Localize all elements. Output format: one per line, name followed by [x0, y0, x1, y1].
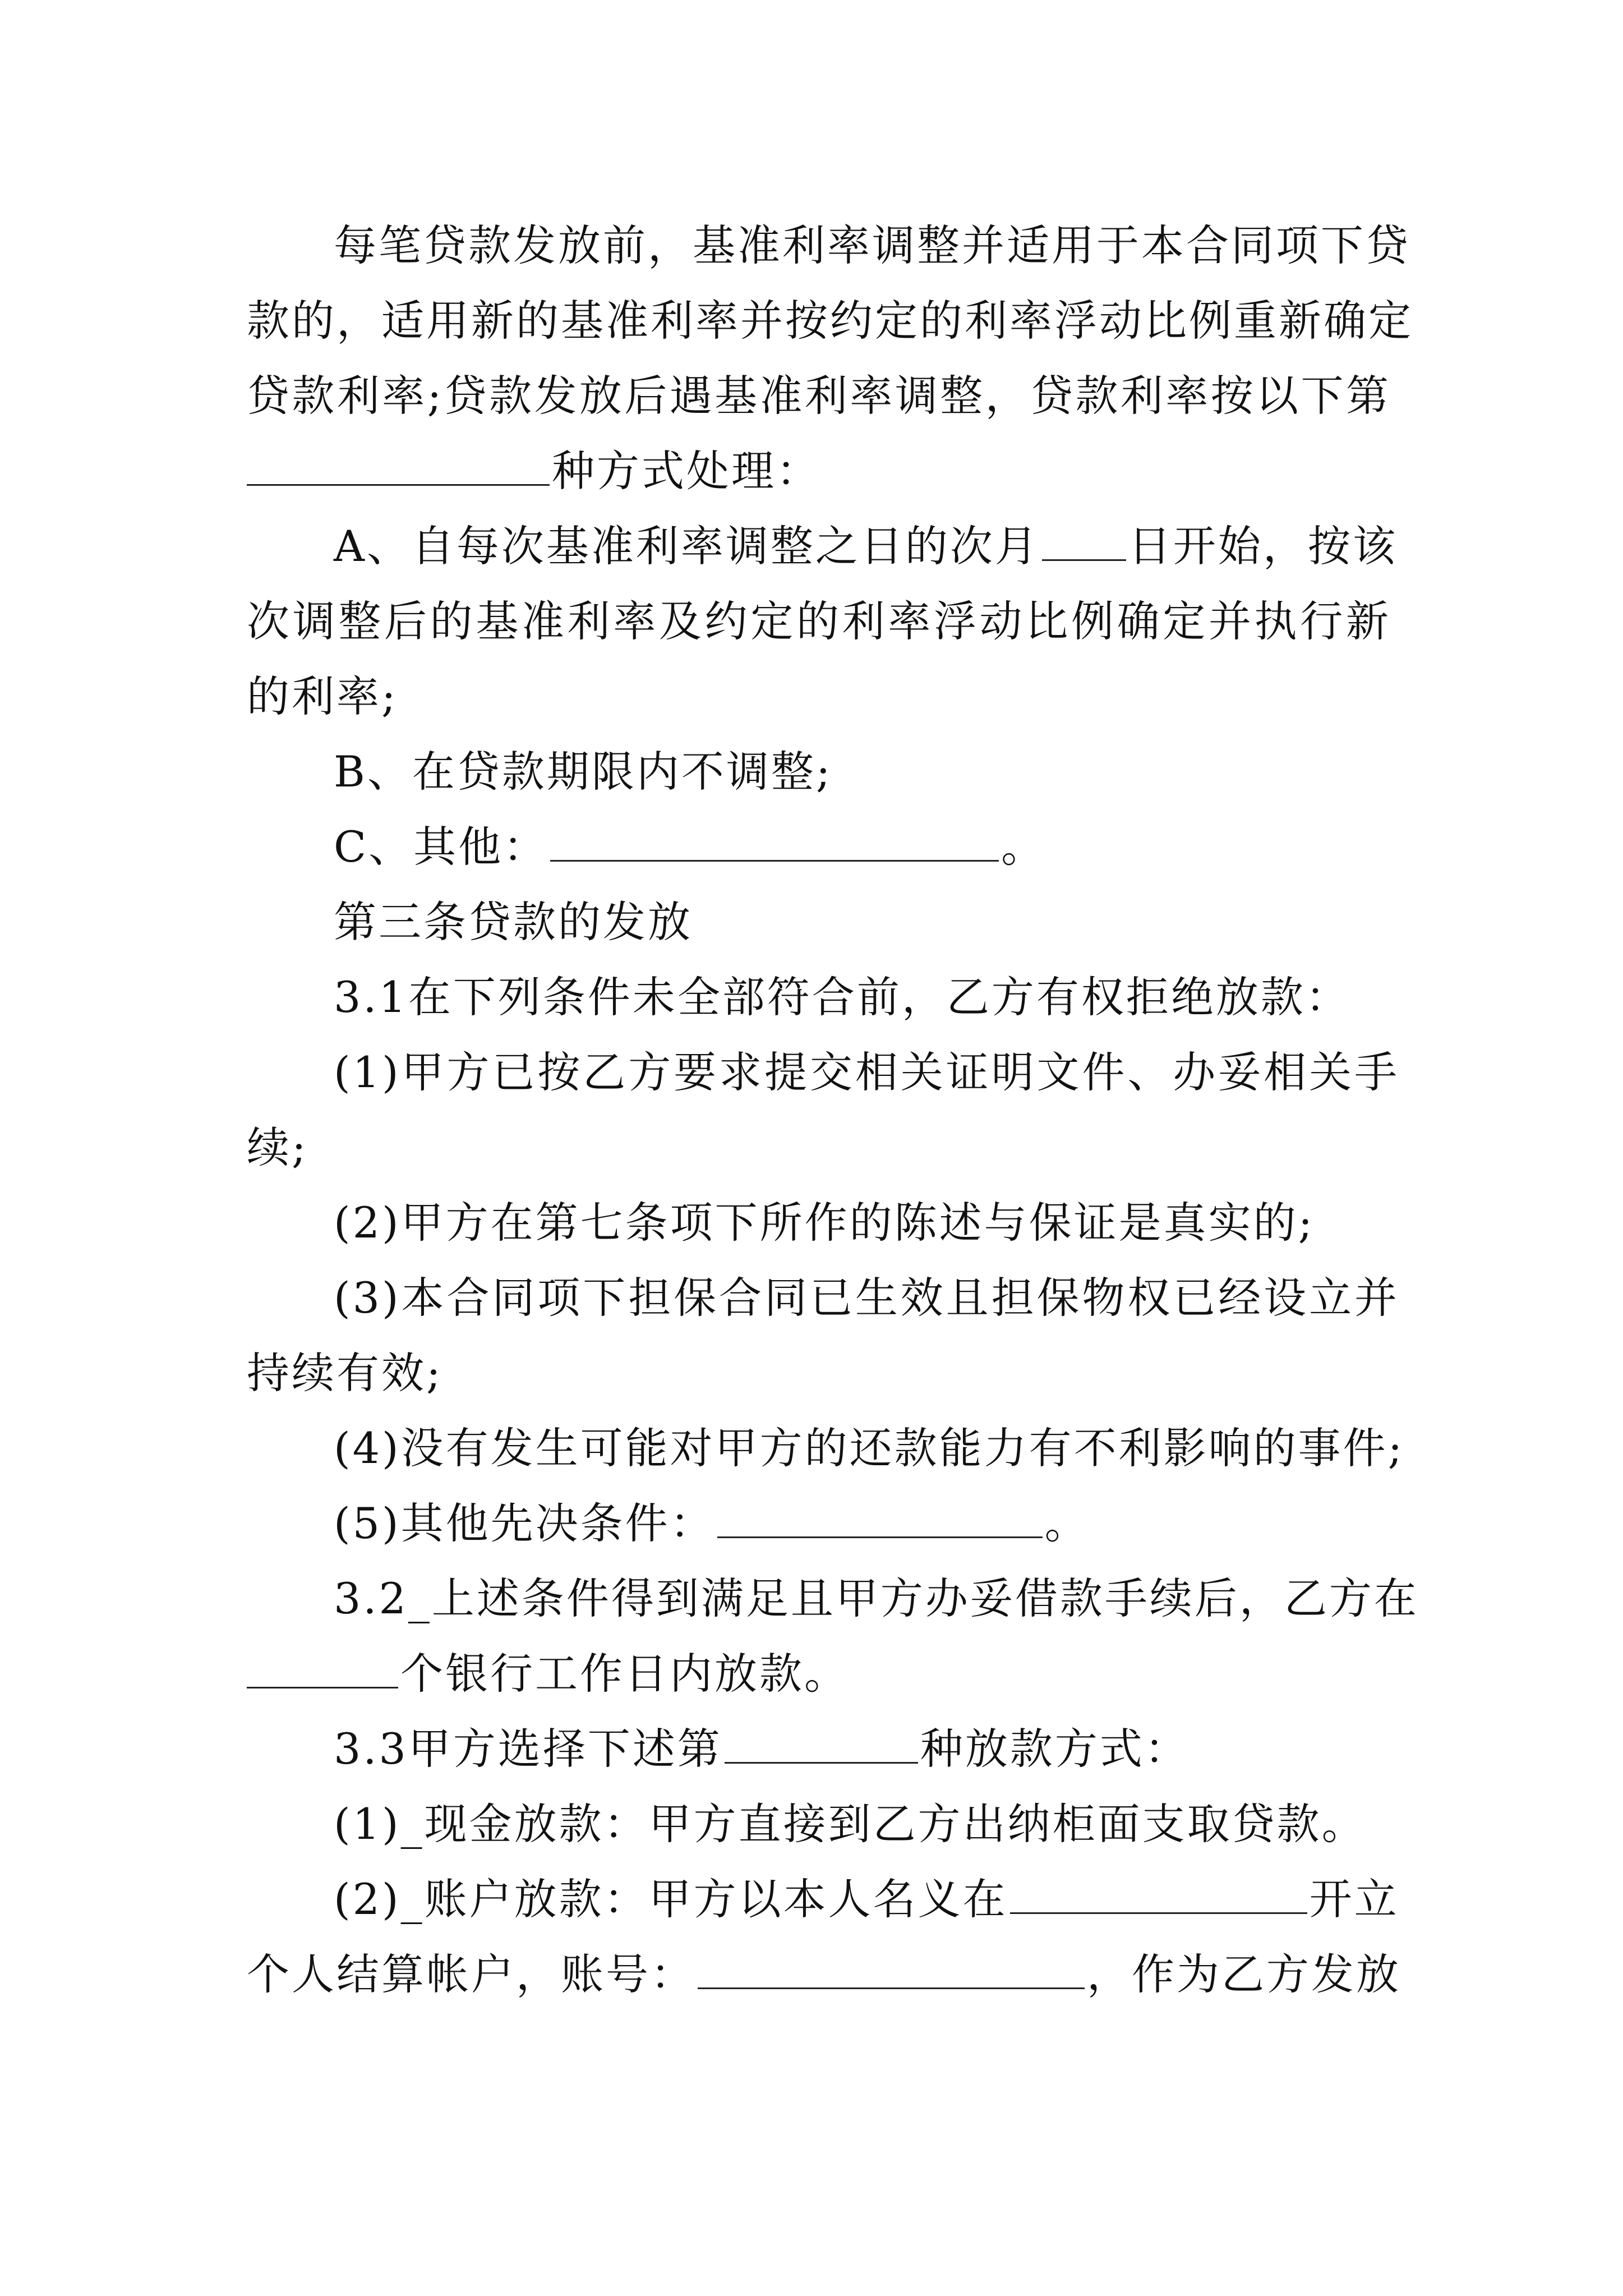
text: (1)_现金放款：甲方直接到乙方出纳柜面支取贷款。	[334, 1799, 1367, 1849]
option-a-line-3	[247, 669, 1391, 725]
condition-4	[334, 1420, 1405, 1476]
condition-2	[334, 1195, 1399, 1251]
section-heading	[334, 894, 1399, 950]
method-account-line-2	[247, 1947, 1401, 2003]
condition-1-line-2	[247, 1120, 1391, 1176]
text: 第三条贷款的发放	[334, 897, 693, 947]
text: 款的，适用新的基准利率并按约定的利率浮动比例重新确定	[247, 296, 1413, 346]
text: (4)没有发生可能对甲方的还款能力有不利影响的事件;	[334, 1423, 1405, 1473]
text: 。	[1001, 822, 1046, 872]
text: C、其他：	[334, 822, 548, 872]
condition-3-line-1	[334, 1270, 1399, 1326]
blank-method	[247, 449, 550, 486]
text: (1)甲方已按乙方要求提交相关证明文件、办妥相关手	[334, 1047, 1399, 1097]
paragraph-line-1	[334, 218, 1410, 274]
blank-day	[1042, 524, 1126, 561]
clause-3-3	[334, 1721, 1399, 1777]
clause-3-1	[334, 969, 1399, 1025]
paragraph-line-2	[247, 293, 1413, 349]
text: B、在贷款期限内不调整;	[334, 747, 833, 797]
text: 次调整后的基准利率及约定的利率浮动比例确定并执行新	[247, 596, 1391, 646]
text: 的利率;	[247, 671, 398, 721]
text: (2)_账户放款：甲方以本人名义在	[334, 1874, 1008, 1924]
text: 3.2_上述条件得到满足且甲方办妥借款手续后，乙方在	[334, 1573, 1419, 1623]
paragraph-line-3	[247, 368, 1391, 424]
text: (2)甲方在第七条项下所作的陈述与保证是真实的;	[334, 1198, 1315, 1248]
text: 个人结算帐户，账号：	[247, 1949, 695, 1999]
option-a-line-2	[247, 593, 1391, 650]
blank-other	[550, 825, 999, 862]
text: 。	[1044, 1498, 1090, 1548]
text: (3)本合同项下担保合同已生效且担保物权已经设立并	[334, 1273, 1399, 1323]
condition-1-line-1	[334, 1045, 1399, 1101]
option-b-line	[334, 744, 1399, 800]
method-cash	[334, 1796, 1399, 1852]
text: 3.3甲方选择下述第	[334, 1724, 722, 1774]
text: 开立	[1309, 1874, 1399, 1924]
option-a-line-1	[334, 518, 1399, 574]
text: (5)其他先决条件：	[334, 1498, 715, 1548]
blank-account-number	[698, 1953, 1085, 1989]
text: 续;	[247, 1122, 308, 1172]
text: 种放款方式：	[920, 1724, 1189, 1774]
blank-disbursement-method	[725, 1727, 918, 1764]
text: 个银行工作日内放款。	[400, 1649, 849, 1699]
text: 3.1在下列条件未全部符合前，乙方有权拒绝放款：	[334, 972, 1350, 1022]
paragraph-line-4	[247, 443, 1391, 499]
condition-5	[334, 1496, 1399, 1552]
text: 持续有效;	[247, 1348, 443, 1398]
text: 每笔贷款发放前，基准利率调整并适用于本合同项下贷	[334, 220, 1410, 270]
text: 种方式处理：	[552, 446, 821, 496]
text: 贷款利率;贷款发放后遇基准利率调整，贷款利率按以下第	[247, 371, 1391, 421]
method-account-line-1	[334, 1871, 1399, 1927]
clause-3-2-line-2	[247, 1646, 1391, 1702]
clause-3-2-line-1	[334, 1571, 1419, 1627]
option-c-line	[334, 819, 1399, 875]
text: A、自每次基准利率调整之日的次月	[334, 521, 1040, 571]
blank-bank-name	[1010, 1878, 1307, 1914]
condition-3-line-2	[247, 1345, 1391, 1401]
text: 日开始，按该	[1128, 521, 1398, 571]
text: ，作为乙方发放	[1087, 1949, 1401, 1999]
blank-working-days	[247, 1652, 398, 1688]
blank-other-condition	[717, 1502, 1043, 1538]
